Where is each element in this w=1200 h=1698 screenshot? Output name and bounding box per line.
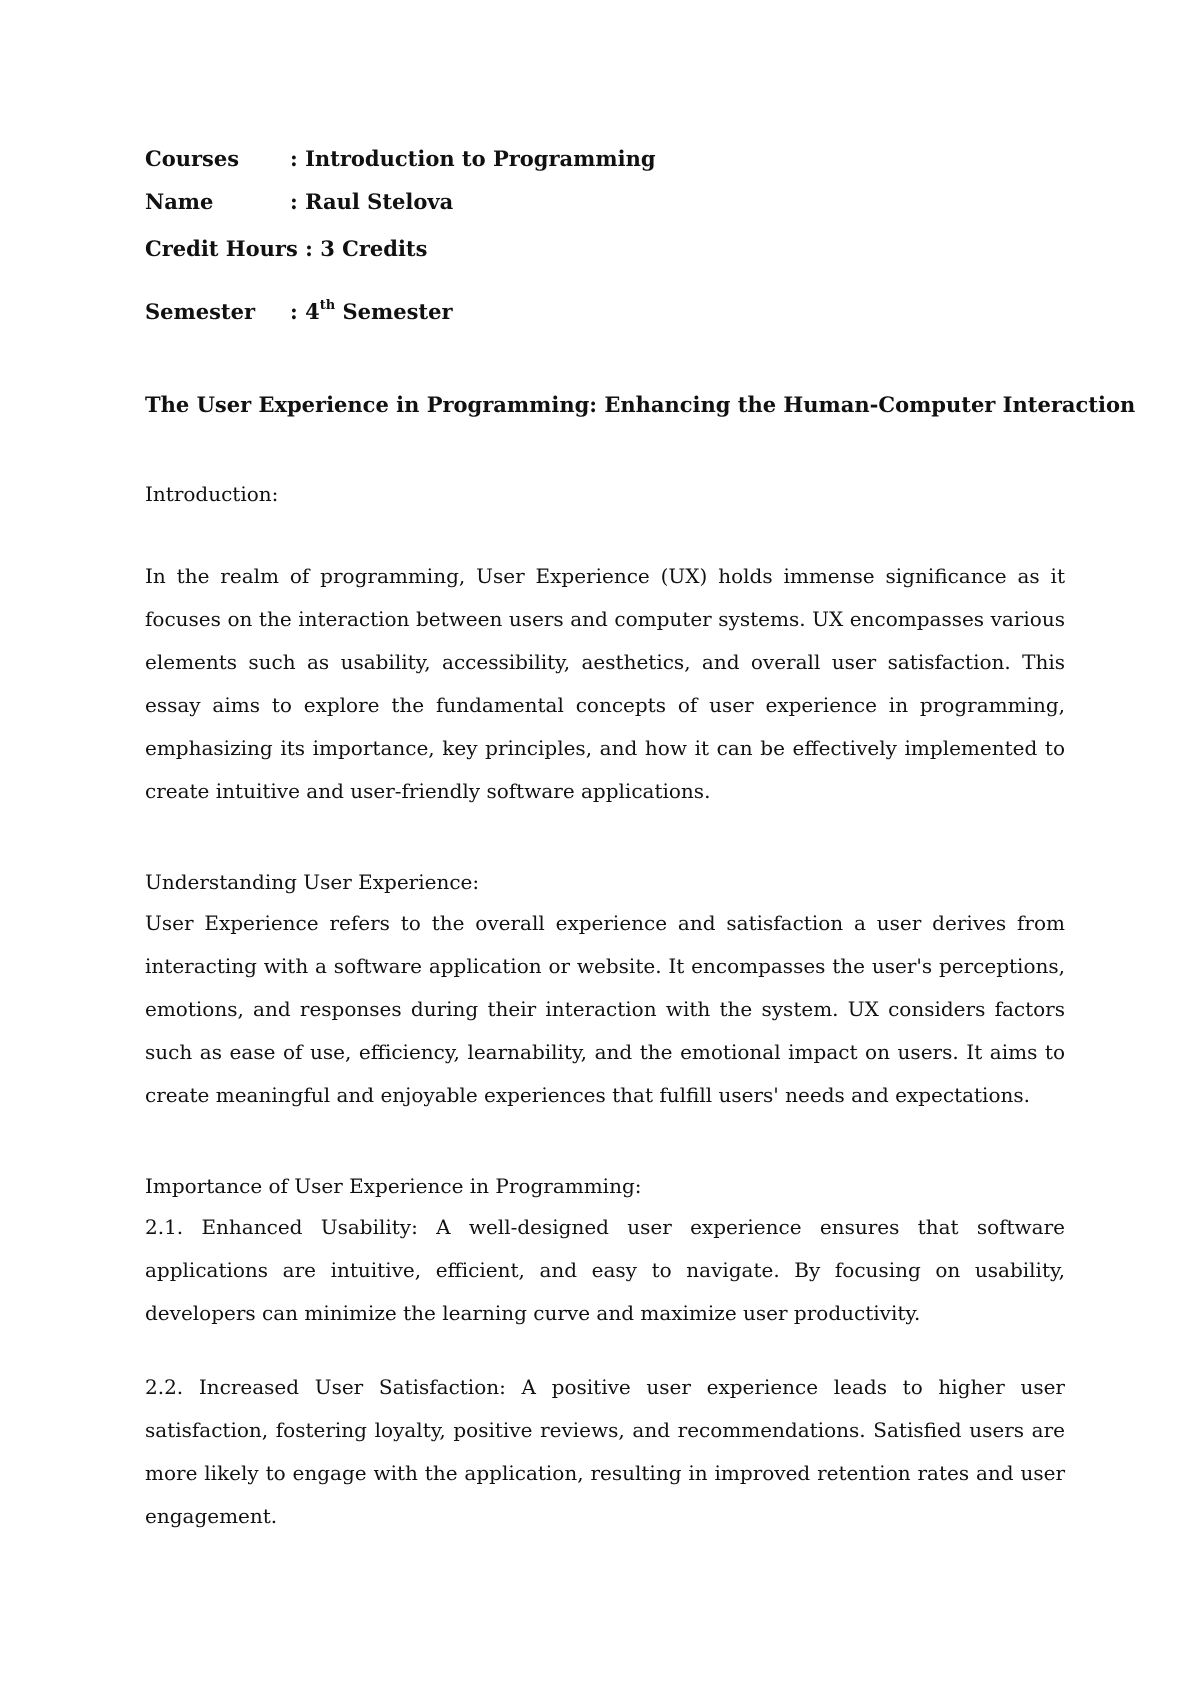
meta-name-row [145, 189, 453, 214]
intro-heading: Introduction: [145, 482, 279, 506]
intro-paragraph: In the realm of programming, User Experience (UX) holds immense significance as it focuses on the interaction between users and computer systems. UX encompasses various elements such as usability, accessibility, aesthetics, and overall user satisfaction. This essay aims to explore the fundamental concepts of user experience in programming, emphasizing its importance, key principles, and how it can be effectively implemented to create intuitive and user-friendly software applications. [145, 564, 1065, 803]
meta-credit-row [145, 236, 427, 261]
essay-title: The User Experience in Programming: Enhancing the Human-Computer Interaction [145, 392, 1136, 417]
name-value: : Raul Stelova [290, 189, 454, 214]
credit-label: Credit Hours [145, 236, 298, 261]
meta-semester-row [145, 299, 453, 324]
semester-value: Semester [342, 299, 453, 324]
usability-paragraph: 2.1. Enhanced Usability: A well-designed user experience ensures that software applications are intuitive, efficient, and easy to navigate. By focusing on usability, developers can minimize the learning curve and maximize user productivity. [145, 1215, 1065, 1325]
course-value: : Introduction to Programming [290, 146, 656, 171]
importance-heading: Importance of User Experience in Programming: [145, 1174, 642, 1198]
meta-course-row [145, 146, 656, 171]
semester-label: Semester [145, 299, 256, 324]
semester-ordinal-suffix: th [319, 298, 336, 313]
understanding-heading: Understanding User Experience: [145, 870, 480, 894]
satisfaction-paragraph: 2.2. Increased User Satisfaction: A positive user experience leads to higher user satisfaction, fostering loyalty, positive reviews, and recommendations. Satisfied users are more likely to engage with the application, resulting in improved retention rates and user engagement. [145, 1375, 1065, 1528]
credit-value: : 3 Credits [305, 236, 428, 261]
course-label: Courses [145, 146, 240, 171]
understanding-paragraph: User Experience refers to the overall experience and satisfaction a user derives from interacting with a software application or website. It encompasses the user's perceptions, emotions, and responses during their interaction with the system. UX considers factors such as ease of use, efficiency, learnability, and the emotional impact on users. It aims to create meaningful and enjoyable experiences that fulfill users' needs and expectations. [145, 911, 1065, 1107]
semester-number: : 4 [290, 299, 320, 324]
name-label: Name [145, 189, 214, 214]
